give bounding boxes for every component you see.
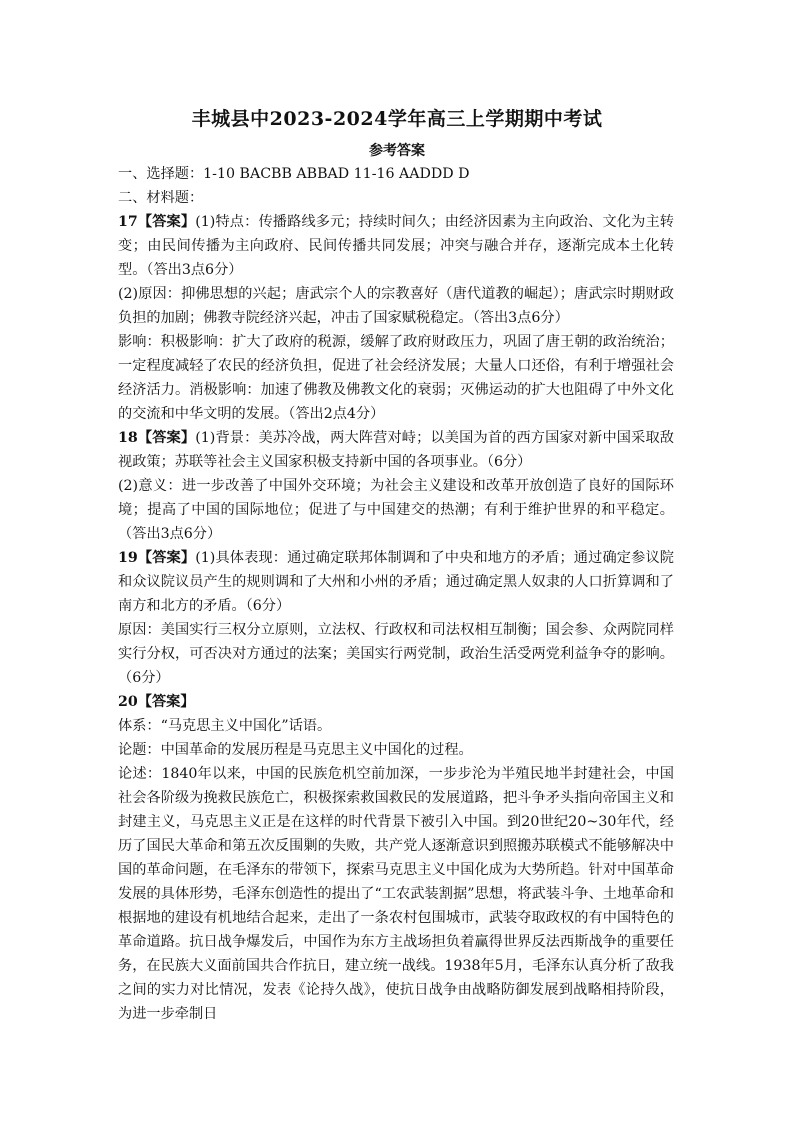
section-choice — [118, 162, 674, 186]
q19-part2: 原因：美国实行三权分立原则，立法权、行政权和司法权相互制衡；国会参、众两院同样实行分权，可否决对方通过的法案；美国实行两党制，政治生活受两党利益争夺的影响。（6分） — [118, 622, 674, 686]
q17-part2: (2)原因：抑佛思想的兴起；唐武宗个人的宗教喜好（唐代道教的崛起）；唐武宗时期财政负担的加剧；佛教寺院经济兴起，冲击了国家赋税稳定。（答出3点6分） — [118, 286, 674, 326]
q19-part1-text: (1)具体表现：通过确定联邦体制调和了中央和地方的矛盾；通过确定参议院和众议院议员产生的规则调和了大州和小州的矛盾；通过确定黑人奴隶的人口折算调和了南方和北方的矛盾。（6分） — [118, 550, 674, 614]
q17-answer-tag: 【答案】 — [137, 214, 196, 230]
section-material-label: 二、材料题： — [118, 190, 204, 206]
q17-number: 17 — [118, 214, 138, 230]
section-choice-label: 一、选择题： — [118, 166, 204, 182]
section-choice-answers: 1-10 BACBB ABBAD 11-16 AADDD D — [203, 166, 470, 182]
q20-system: 体系：“马克思主义中国化”话语。 — [118, 718, 332, 734]
q20-number: 20 — [118, 694, 138, 710]
q19-number: 19 — [118, 550, 138, 566]
q19-answer-tag: 【答案】 — [137, 550, 196, 566]
q17-part1 — [118, 210, 674, 282]
page-subtitle: 参考答案 — [369, 143, 425, 159]
q18-part1 — [118, 426, 674, 474]
page-title: 丰城县中2023-2024学年高三上学期期中考试 — [191, 108, 603, 130]
q19-part1 — [118, 546, 674, 618]
q20-answer-tag: 【答案】 — [137, 694, 195, 710]
q20-heading — [118, 690, 674, 714]
answer-body — [118, 162, 674, 1026]
q17-part1-text: (1)特点：传播路线多元；持续时间久；由经济因素为主向政治、文化为主转变；由民间传播为主向政府、民间传播共同发展；冲突与融合并存，逐渐完成本土化转型。（答出3点6分） — [118, 214, 674, 278]
q17-part3: 影响：积极影响：扩大了政府的税源，缓解了政府财政压力，巩固了唐王朝的政治统治；一定程度减轻了农民的经济负担，促进了社会经济发展；大量人口还俗，有利于增强社会经济活力。消极影响：加速了佛教及佛教文化的衰弱；灭佛运动的扩大也阻碍了中外文化的交流和中华文明的发展。（答出2点4分） — [118, 334, 674, 422]
q20-argument: 论述：1840年以来，中国的民族危机空前加深，一步步沦为半殖民地半封建社会，中国社会各阶级为挽救民族危亡，积极探索救国救民的发展道路，把斗争矛头指向帝国主义和封建主义，马克思主义正是在这样的时代背景下被引入中国。到20世纪20~30年代，经历了国民大革命和第五次反围剿的失败，共产党人逐渐意识到照搬苏联模式不能够解决中国的革命问题，在毛泽东的带领下，探索马克思主义中国化成为大势所趋。针对中国革命发展的具体形势，毛泽东创造性的提出了“工农武装割据”思想，将武装斗争、土地革命和根据地的建设有机地结合起来，走出了一条农村包围城市，武装夺取政权的有中国特色的革命道路。抗日战争爆发后，中国作为东方主战场担负着赢得世界反法西斯战争的重要任务，在民族大义面前国共合作抗日，建立统一战线。1938年5月，毛泽东认真分析了敌我之间的实力对比情况，发表《论持久战》，使抗日战争由战略防御发展到战略相持阶段，为进一步牵制日 — [118, 766, 674, 1022]
q18-part2: (2)意义：进一步改善了中国外交环境；为社会主义建设和改革开放创造了良好的国际环境；提高了中国的国际地位；促进了与中国建交的热潮；有利于维护世界的和平稳定。（答出3点6分） — [118, 478, 674, 542]
q18-part1-text: (1)背景：美苏冷战，两大阵营对峙；以美国为首的西方国家对新中国采取敌视政策；苏联等社会主义国家积极支持新中国的各项事业。（6分） — [118, 430, 674, 470]
q18-number: 18 — [118, 430, 138, 446]
q20-thesis: 论题：中国革命的发展历程是马克思主义中国化的过程。 — [118, 742, 473, 758]
q18-answer-tag: 【答案】 — [137, 430, 196, 446]
